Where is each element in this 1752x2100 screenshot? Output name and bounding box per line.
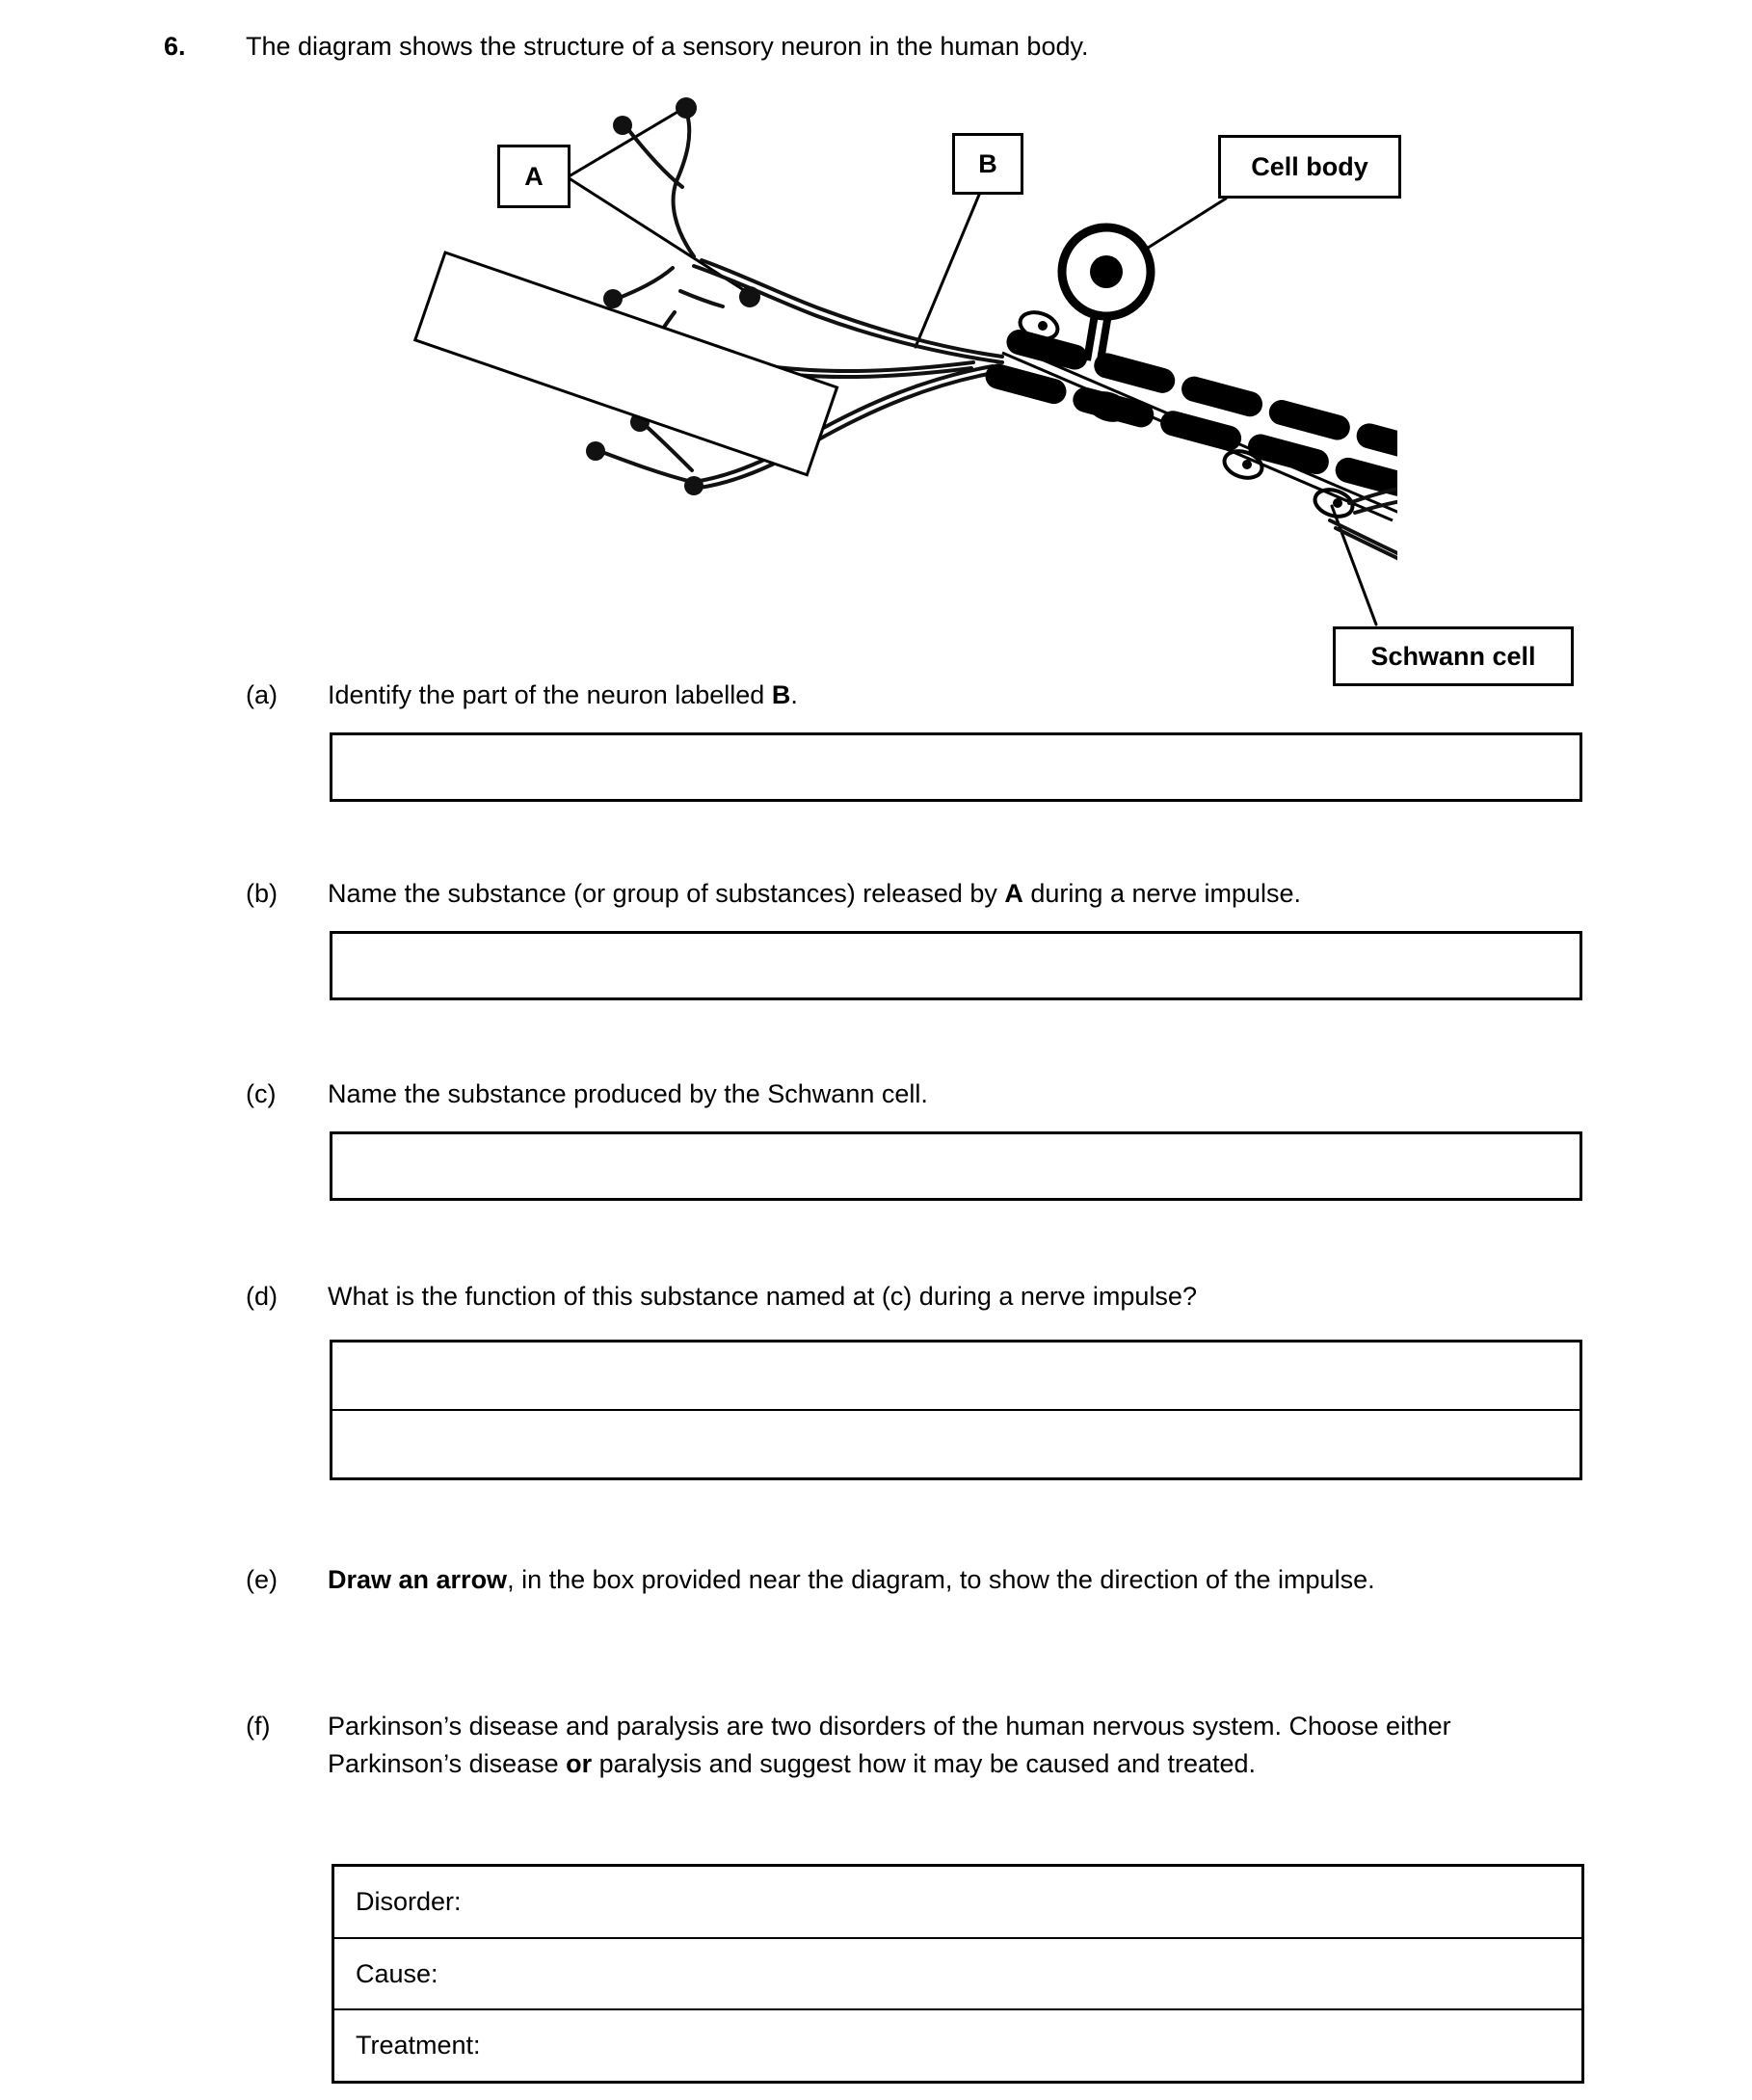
part-text-a: Identify the part of the neuron labelled B. [328, 680, 798, 709]
diagram-label-a: A [497, 145, 571, 208]
question-number: 6. [164, 32, 186, 61]
part-letter-b: (b) [246, 879, 278, 908]
diagram-label-schwann-cell: Schwann cell [1333, 626, 1574, 686]
diagram-label-cell-body: Cell body [1218, 135, 1401, 199]
neuron-diagram [241, 67, 1536, 671]
disorder-table-label-cause: Cause: [356, 1958, 438, 1988]
part-letter-f: (f) [246, 1712, 271, 1741]
answer-box-d-row-1[interactable] [332, 1342, 1579, 1411]
nucleus [1090, 255, 1123, 288]
answer-box-c[interactable] [330, 1131, 1582, 1201]
answer-box-d[interactable] [330, 1340, 1582, 1480]
answer-box-d-row-2[interactable] [332, 1411, 1579, 1477]
impulse-arrow-box[interactable] [415, 253, 837, 475]
answer-box-b[interactable] [330, 931, 1582, 1000]
disorder-table-row-cause[interactable] [334, 1937, 1581, 2009]
cell-body-shape [1062, 227, 1151, 360]
answer-box-a[interactable] [330, 732, 1582, 802]
part-letter-a: (a) [246, 680, 278, 709]
part-letter-e: (e) [246, 1565, 278, 1594]
disorder-table-row-disorder[interactable] [334, 1867, 1581, 1937]
disorder-table-label-treatment: Treatment: [356, 2031, 481, 2060]
part-text-e: Draw an arrow, in the box provided near the diagram, to show the direction of the impulse. [328, 1565, 1375, 1594]
part-text-f: Parkinson’s disease and paralysis are two disorders of the human nervous system. Choose either Parkinson’s disease or paralysis and suggest how it may be caused and treated. [328, 1712, 1451, 1779]
question-stem: The diagram shows the structure of a sensory neuron in the human body. [246, 32, 1089, 61]
myelin-sheath [983, 324, 1397, 499]
part-letter-c: (c) [246, 1079, 277, 1108]
disorder-table-label-disorder: Disorder: [356, 1886, 462, 1916]
part-text-b: Name the substance (or group of substances) released by A during a nerve impulse. [328, 879, 1302, 908]
leader-line-b [916, 195, 979, 347]
disorder-table-row-treatment[interactable] [334, 2008, 1581, 2081]
part-text-d: What is the function of this substance named at (c) during a nerve impulse? [328, 1282, 1197, 1311]
disorder-table [332, 1864, 1584, 2084]
part-text-c: Name the substance produced by the Schwann cell. [328, 1079, 928, 1108]
part-letter-d: (d) [246, 1282, 278, 1311]
diagram-label-b: B [952, 133, 1023, 195]
